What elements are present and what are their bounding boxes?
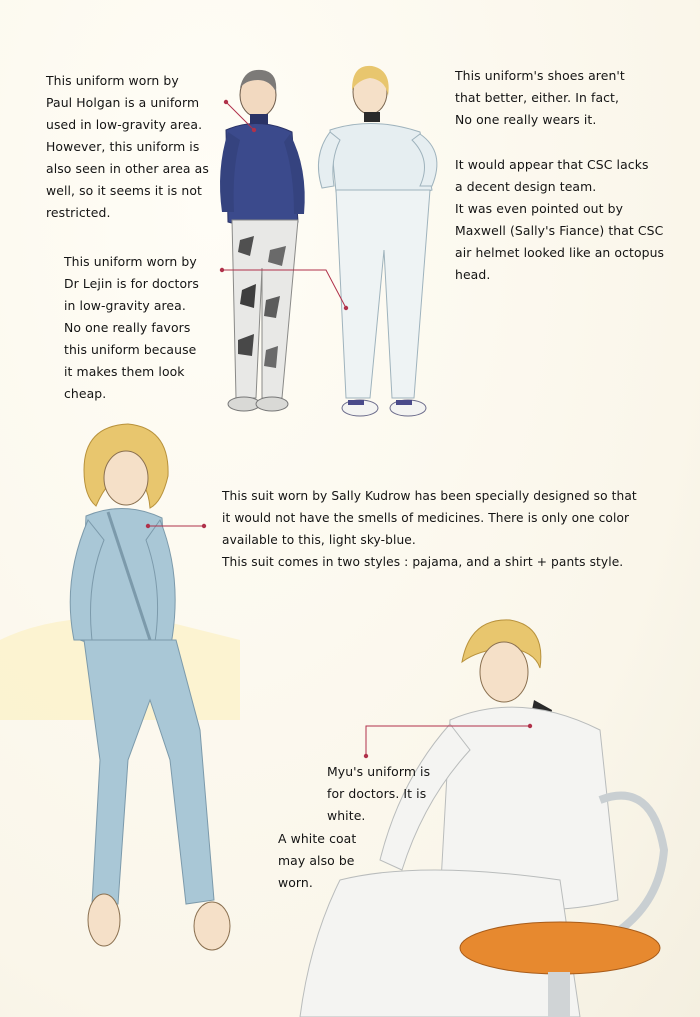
paul-holgan-figure [220,70,305,411]
sally-kudrow-figure [0,424,240,950]
note-myu-uniform: Myu's uniform is for doctors. It is white. [327,764,431,823]
note-uniform-shoes: This uniform's shoes aren't that better, either. In fact, No one really wears it. [455,68,625,127]
dr-lejin-figure [318,66,436,416]
note-csc-design-team: It would appear that CSC lacks a decent design team. It was even pointed out by Maxwell (Sally's Fiance) that CSC air helmet looked like an octopus head. [455,157,665,282]
note-paul-holgan-uniform: This uniform worn by Paul Holgan is a uniform used in low-gravity area. However, this uniform is also seen in other area as well, so it seems it is not restricted. [46,73,209,220]
note-dr-lejin-uniform: This uniform worn by Dr Lejin is for doctors in low-gravity area. No one really favors this uniform because it makes them look cheap. [64,254,199,401]
note-sally-kudrow-suit: This suit worn by Sally Kudrow has been specially designed so that it would not have the smells of medicines. There is only one color available to this, light sky-blue. This suit comes in two styles : pajama, and a shirt + pants style. [222,489,637,569]
note-white-coat: A white coat may also be worn. [278,831,357,890]
